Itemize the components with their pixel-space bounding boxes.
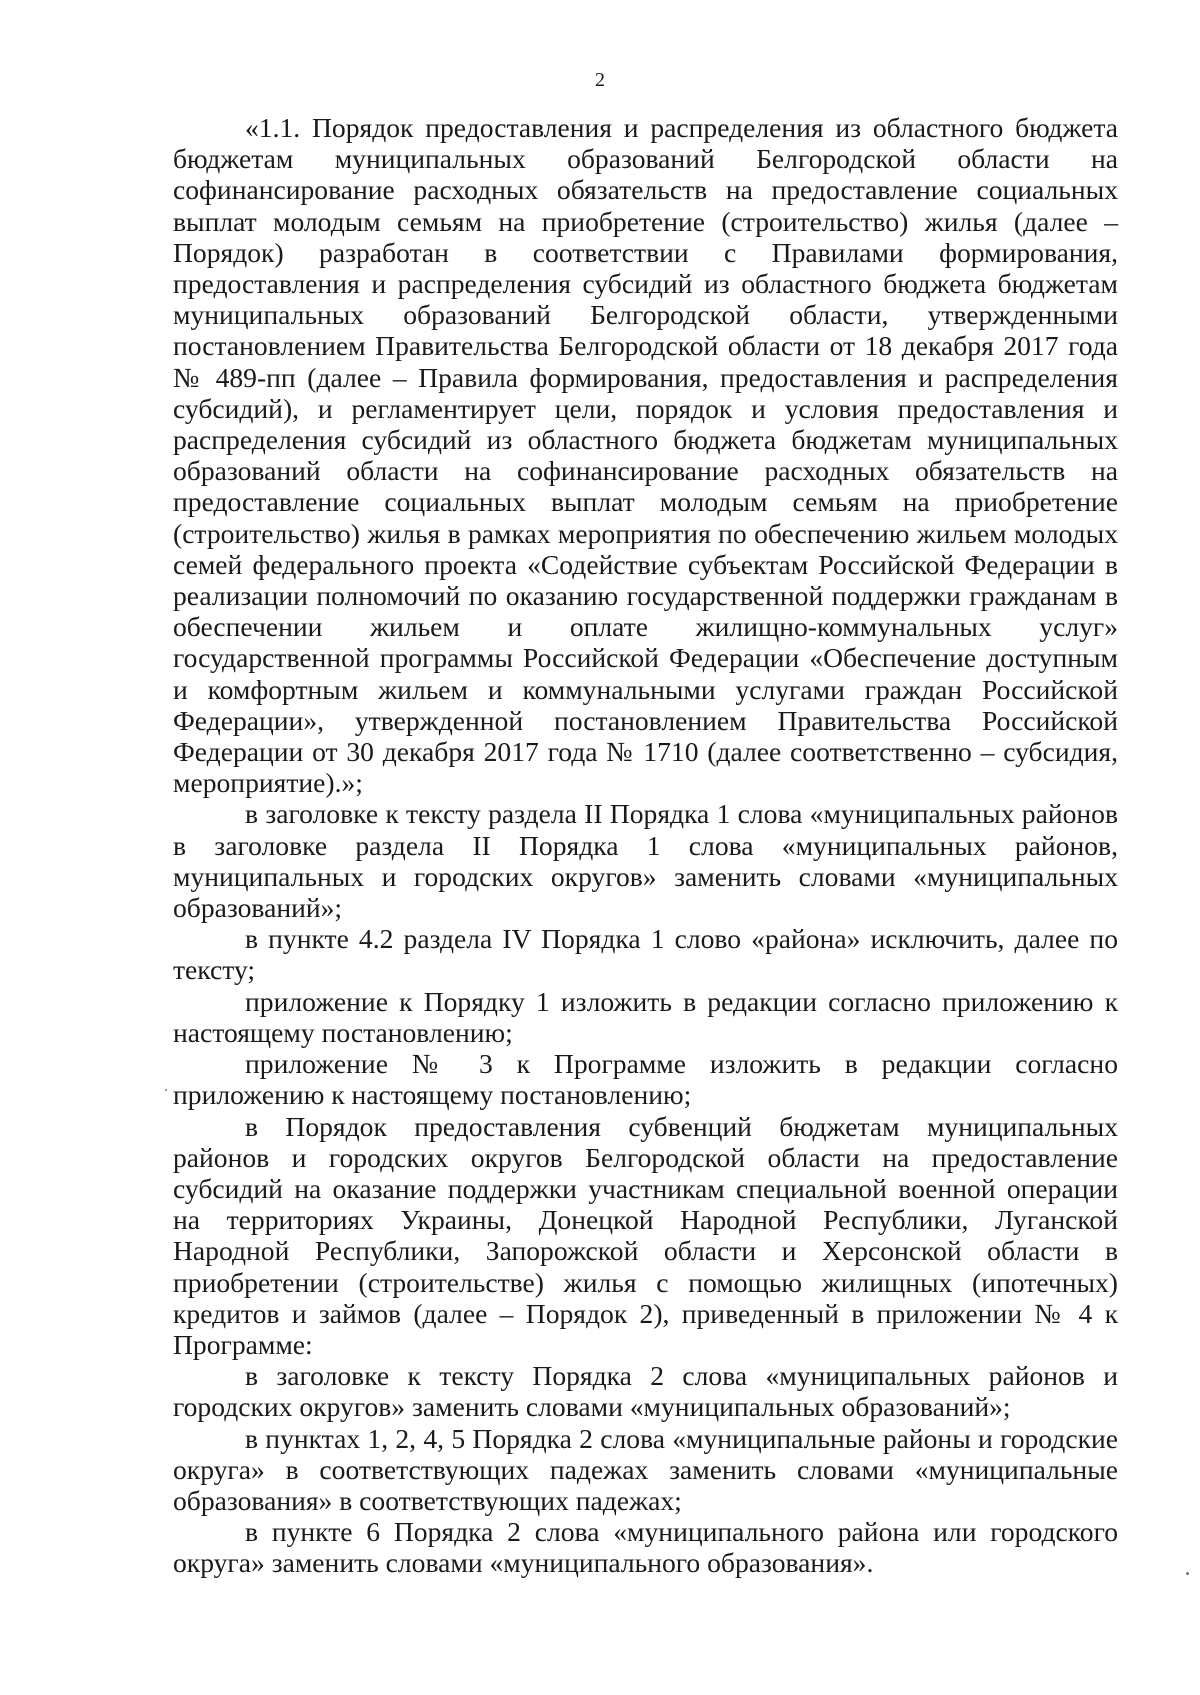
paragraph-4: приложение к Порядку 1 изложить в редакции согласно приложению к настоящему постановлению;	[173, 985, 1118, 1048]
paragraph-3: в пункте 4.2 раздела IV Порядка 1 слово «района» исключить, далее по тексту;	[173, 923, 1118, 986]
paragraph-1: «1.1. Порядок предоставления и распределения из областного бюджета бюджетам муниципальных образований Белгородской области на софинансирование расходных обязательств на предоставление социальных выплат молодым семьям на приобретение (строительство) жилья (далее – Порядок) разработан в соответствии с Правилами формирования, предоставления и распределения субсидий из областного бюджета бюджетам муниципальных образований Белгородской области, утвержденными постановлением Правительства Белгородской области от 18 декабря 2017 года № 489-пп (далее – Правила формирования, предоставления и распределения субсидий), и регламентирует цели, порядок и условия предоставления и распределения субсидий из областного бюджета бюджетам муниципальных образований области на софинансирование расходных обязательств на предоставление социальных выплат молодым семьям на приобретение (строительство) жилья в рамках мероприятия по обеспечению жильем молодых семей федерального проекта «Содействие субъектам Российской Федерации в реализации полномочий по оказанию государственной поддержки гражданам в обеспечении жильем и оплате жилищно-коммунальных услуг» государственной программы Российской Федерации «Обеспечение доступным и комфортным жильем и коммунальными услугами граждан Российской Федерации», утвержденной постановлением Правительства Российской Федерации от 30 декабря 2017 года № 1710 (далее соответственно – субсидия, мероприятие).»;	[173, 112, 1118, 799]
paragraph-2: в заголовке к тексту раздела II Порядка 1 слова «муниципальных районов в заголовке раздела II Порядка 1 слова «муниципальных районов, муниципальных и городских округов» заменить словами «муниципальных образований»;	[173, 798, 1118, 924]
paragraph-5: приложение № 3 к Программе изложить в редакции согласно приложению к настоящему постановлению;	[173, 1048, 1118, 1111]
scan-speck	[1186, 1572, 1189, 1575]
document-body	[173, 112, 1118, 1579]
scan-speck	[165, 1089, 167, 1091]
page-number: 2	[595, 69, 605, 91]
paragraph-9: в пункте 6 Порядка 2 слова «муниципального района или городского округа» заменить словами «муниципального образования».	[173, 1516, 1118, 1579]
paragraph-6: в Порядок предоставления субвенций бюджетам муниципальных районов и городских округов Белгородской области на предоставление субсидий на оказание поддержки участникам специальной военной операции на территориях Украины, Донецкой Народной Республики, Луганской Народной Республики, Запорожской области и Херсонской области в приобретении (строительстве) жилья с помощью жилищных (ипотечных) кредитов и займов (далее – Порядок 2), приведенный в приложении № 4 к Программе:	[173, 1110, 1118, 1360]
paragraph-7: в заголовке к тексту Порядка 2 слова «муниципальных районов и городских округов» заменить словами «муниципальных образований»;	[173, 1360, 1118, 1423]
paragraph-8: в пунктах 1, 2, 4, 5 Порядка 2 слова «муниципальные районы и городские округа» в соответствующих падежах заменить словами «муниципальные образования» в соответствующих падежах;	[173, 1422, 1118, 1516]
